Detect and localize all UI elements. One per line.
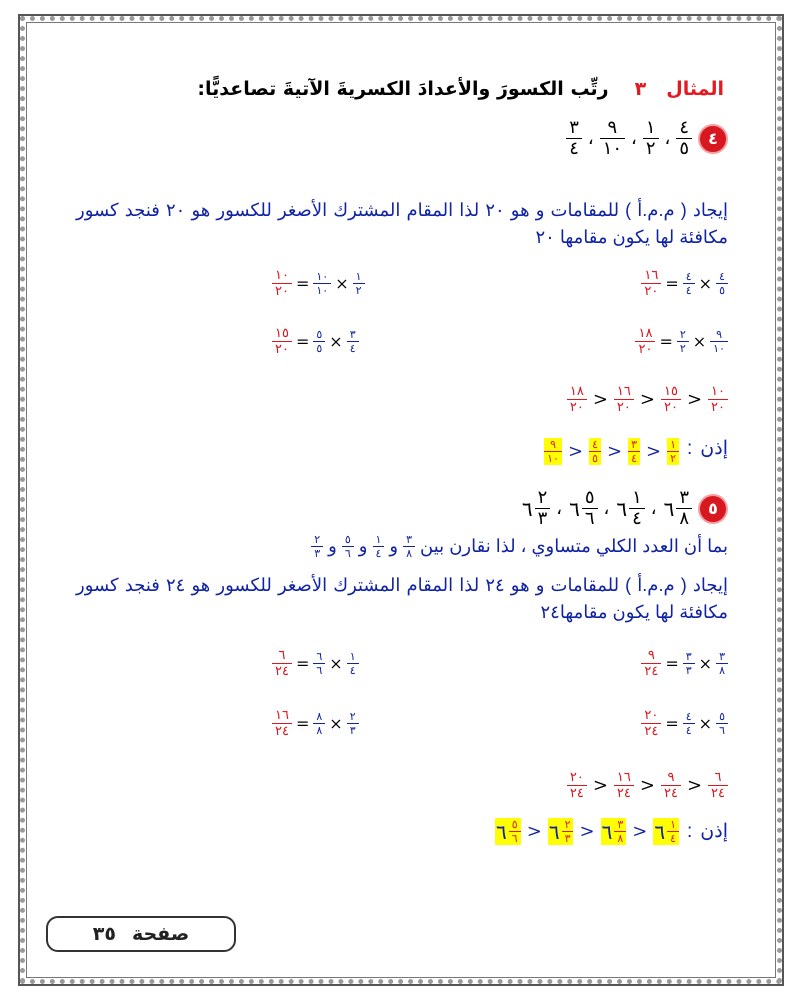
numerator: ٤ <box>685 270 692 283</box>
greater-than-sign: > <box>632 821 648 842</box>
fraction <box>403 533 415 560</box>
q4-compare-chain <box>567 380 728 415</box>
fraction <box>667 438 679 465</box>
q5-equation <box>641 644 728 679</box>
greater-than-sign: > <box>646 441 662 462</box>
inequality-chain <box>544 438 679 465</box>
fraction <box>641 268 661 299</box>
fraction <box>600 118 625 159</box>
denominator: ٢ <box>670 452 677 465</box>
fraction <box>535 488 551 529</box>
fraction <box>272 326 292 357</box>
denominator: ٢٠ <box>644 284 659 299</box>
times-sign: × <box>698 714 713 733</box>
times-sign: × <box>329 654 343 673</box>
numerator: ٥ <box>344 533 351 546</box>
q4-list <box>566 118 728 159</box>
q4-colon: : <box>687 437 693 459</box>
denominator: ٨ <box>719 664 725 677</box>
q5-therefore-label: إذن <box>700 821 728 842</box>
fraction <box>567 770 587 801</box>
comma-separator: ، <box>650 498 657 519</box>
equation-body <box>272 268 365 299</box>
numerator: ٩ <box>647 648 655 663</box>
fraction <box>676 118 692 159</box>
fraction <box>710 328 728 355</box>
q4-result-chain <box>544 432 679 465</box>
denominator: ٢٠ <box>569 400 584 415</box>
fraction <box>347 710 359 737</box>
equals-sign: = <box>659 332 673 351</box>
q5-mixed-list <box>521 488 692 529</box>
fraction <box>272 708 292 739</box>
page-word: صفحة <box>131 923 190 945</box>
numerator: ١٥ <box>663 384 678 399</box>
example-title <box>197 78 724 100</box>
numerator: ٩ <box>550 438 557 451</box>
denominator: ٤ <box>670 832 677 845</box>
numerator: ١٠ <box>316 270 329 283</box>
numerator: ٣ <box>406 533 413 546</box>
denominator: ١٠ <box>602 138 623 159</box>
fraction <box>272 648 292 679</box>
denominator: ٦ <box>584 508 595 529</box>
numerator: ٩ <box>716 328 723 341</box>
equals-sign: = <box>295 654 310 673</box>
denominator: ٤ <box>685 284 692 297</box>
q5-compare-chain <box>567 766 728 801</box>
denominator: ٢٠ <box>616 400 631 415</box>
equation-body <box>641 268 728 299</box>
mixed-number <box>495 818 521 845</box>
numerator: ٣ <box>679 487 689 508</box>
q4-result-row <box>544 432 728 465</box>
numerator: ٢ <box>564 818 571 831</box>
greater-than-sign: > <box>567 441 584 462</box>
denominator: ٦ <box>511 832 518 845</box>
q4-fraction-list <box>566 118 692 159</box>
numerator: ٤ <box>685 710 692 723</box>
mixed-number <box>663 488 692 529</box>
fraction <box>347 650 359 677</box>
comma-separator: ، <box>664 128 671 149</box>
fraction <box>313 270 331 297</box>
and-word: و <box>389 536 399 556</box>
fraction <box>641 708 661 739</box>
mixed-number <box>521 488 550 529</box>
numerator: ١٨ <box>569 384 584 399</box>
denominator: ٢٠ <box>711 400 725 415</box>
whole-part: ٦ <box>654 819 666 844</box>
fraction <box>629 488 645 529</box>
denominator: ٥ <box>592 452 598 465</box>
times-sign: × <box>329 332 343 351</box>
page-number-tag <box>46 916 236 952</box>
denominator: ٤ <box>569 138 579 159</box>
comma-separator: ، <box>603 498 610 519</box>
denominator: ٤ <box>349 342 356 355</box>
fraction <box>342 533 354 560</box>
numerator: ١ <box>670 438 677 451</box>
fraction <box>311 533 323 560</box>
fraction <box>614 818 626 845</box>
example-label: المثال <box>666 78 724 100</box>
denominator: ٢٠ <box>663 400 678 415</box>
denominator: ١٠ <box>316 284 329 297</box>
q4-equation <box>641 264 728 299</box>
fraction <box>628 438 640 465</box>
denominator: ٣ <box>314 547 321 560</box>
fraction <box>683 650 695 677</box>
denominator: ٨ <box>406 547 413 560</box>
equals-sign: = <box>665 274 679 293</box>
denominator: ٢٤ <box>663 786 678 801</box>
denominator: ٤ <box>632 508 642 529</box>
fraction <box>661 384 681 415</box>
fraction <box>313 328 325 355</box>
greater-than-sign: > <box>592 389 608 410</box>
fraction <box>347 328 359 355</box>
denominator: ٤ <box>631 452 637 465</box>
q5-equation <box>272 704 359 739</box>
times-sign: × <box>329 714 343 733</box>
numerator: ١٥ <box>275 326 289 341</box>
q5-result-row <box>495 818 728 845</box>
fraction <box>708 770 728 801</box>
denominator: ٢٠ <box>275 284 289 299</box>
mixed-number <box>548 818 574 845</box>
denominator: ١٠ <box>713 342 725 355</box>
comma-separator: ، <box>587 128 594 149</box>
greater-than-sign: > <box>526 821 542 842</box>
denominator: ٢ <box>355 284 362 297</box>
greater-than-sign: > <box>592 775 608 796</box>
numerator: ٣ <box>631 438 637 451</box>
fraction <box>661 770 681 801</box>
example-number: ٣ <box>634 78 647 100</box>
denominator: ٤ <box>375 547 382 560</box>
numerator: ٥ <box>511 818 518 831</box>
fraction <box>683 270 695 297</box>
numerator: ٥ <box>719 710 725 723</box>
fraction <box>272 268 292 299</box>
fraction <box>544 438 562 465</box>
fraction <box>676 488 692 529</box>
denominator: ٢٠ <box>275 342 289 357</box>
q5-colon: : <box>687 820 693 842</box>
equation-body <box>272 648 359 679</box>
q5-compare-fractions <box>311 533 415 560</box>
greater-than-sign: > <box>606 441 623 462</box>
fraction <box>614 770 634 801</box>
numerator: ٦ <box>714 770 722 785</box>
equals-sign: = <box>665 654 679 673</box>
fraction <box>567 384 587 415</box>
denominator: ٦ <box>719 724 725 737</box>
fraction <box>708 384 728 415</box>
numerator: ١ <box>375 533 382 546</box>
fraction <box>716 650 728 677</box>
fraction <box>562 818 574 845</box>
numerator: ٨ <box>316 710 323 723</box>
page-number: ٣٥ <box>92 923 116 945</box>
q5-badge: ٥ <box>698 494 728 524</box>
numerator: ١ <box>670 818 677 831</box>
denominator: ٨ <box>679 508 689 529</box>
equation-body <box>641 708 728 739</box>
numerator: ٤ <box>679 117 689 138</box>
numerator: ١٨ <box>638 326 653 341</box>
denominator: ٣ <box>685 664 692 677</box>
greater-than-sign: > <box>579 821 595 842</box>
numerator: ١ <box>645 117 656 138</box>
fraction <box>509 818 521 845</box>
fraction <box>313 650 325 677</box>
numerator: ١٠ <box>711 384 725 399</box>
inequality-chain <box>567 770 728 801</box>
equals-sign: = <box>295 274 310 293</box>
comma-separator: ، <box>631 128 637 149</box>
q5-list <box>521 488 728 529</box>
denominator: ٤ <box>349 664 356 677</box>
denominator: ٢٤ <box>275 664 289 679</box>
numerator: ٥ <box>584 487 595 508</box>
and-word: و <box>358 536 368 556</box>
numerator: ١٦ <box>616 770 631 785</box>
equals-sign: = <box>665 714 679 733</box>
numerator: ٩ <box>667 770 675 785</box>
numerator: ١٦ <box>644 268 659 283</box>
times-sign: × <box>698 274 713 293</box>
numerator: ٢ <box>679 328 686 341</box>
greater-than-sign: > <box>686 775 703 796</box>
fraction <box>667 818 679 845</box>
fraction <box>353 270 365 297</box>
numerator: ٦ <box>278 648 286 663</box>
fraction <box>589 438 601 465</box>
fraction <box>635 326 655 357</box>
q5-equation <box>641 704 728 739</box>
numerator: ٥ <box>316 328 323 341</box>
denominator: ٣ <box>564 832 571 845</box>
numerator: ١٦ <box>275 708 289 723</box>
q4-equation <box>635 322 728 357</box>
numerator: ٣ <box>569 117 579 138</box>
q4-explanation: إيجاد ( م.م.أ ) للمقامات و هو ٢٠ لذا المقام المشترك الأصغر للكسور هو ٢٠ فنجد كسور مكافئة لها يكون مقامها ٢٠ <box>76 200 728 247</box>
fraction <box>716 710 728 737</box>
numerator: ٣ <box>349 328 356 341</box>
denominator: ٢٤ <box>644 664 659 679</box>
whole-part: ٦ <box>496 819 507 844</box>
numerator: ٢ <box>537 487 548 508</box>
whole-part: ٦ <box>548 819 560 844</box>
denominator: ٢٤ <box>275 724 289 739</box>
numerator: ١٦ <box>616 384 631 399</box>
equals-sign: = <box>295 332 310 351</box>
fraction <box>313 710 325 737</box>
times-sign: × <box>692 332 707 351</box>
denominator: ٨ <box>316 724 323 737</box>
denominator: ٥ <box>679 138 689 159</box>
numerator: ٩ <box>607 117 618 138</box>
equation-body <box>635 326 728 357</box>
numerator: ٢٠ <box>644 708 659 723</box>
q5-explanation: إيجاد ( م.م.أ ) للمقامات و هو ٢٤ لذا المقام المشترك الأصغر للكسور هو ٢٤ فنجد كسور مكافئة لها يكون مقامها٢٤ <box>76 575 728 622</box>
mixed-number <box>568 488 597 529</box>
greater-than-sign: > <box>686 389 703 410</box>
whole-part: ٦ <box>616 496 628 521</box>
numerator: ١ <box>632 487 642 508</box>
numerator: ١٠ <box>275 268 289 283</box>
mixed-number <box>601 818 627 845</box>
greater-than-sign: > <box>639 389 655 410</box>
times-sign: × <box>335 274 349 293</box>
numerator: ٤ <box>719 270 725 283</box>
numerator: ٣ <box>685 650 692 663</box>
q4-equation <box>272 322 359 357</box>
denominator: ٦ <box>344 547 351 560</box>
numerator: ٣ <box>617 818 624 831</box>
denominator: ٢٤ <box>644 724 659 739</box>
numerator: ١ <box>355 270 362 283</box>
comma-separator: ، <box>556 498 563 519</box>
denominator: ٥ <box>719 284 725 297</box>
fraction <box>683 710 695 737</box>
numerator: ٢ <box>349 710 356 723</box>
fraction <box>677 328 689 355</box>
numerator: ٤ <box>592 438 598 451</box>
denominator: ٨ <box>617 832 624 845</box>
q5-equation <box>272 644 359 679</box>
whole-part: ٦ <box>601 819 613 844</box>
whole-part: ٦ <box>521 496 533 521</box>
denominator: ٥ <box>316 342 323 355</box>
denominator: ٣ <box>537 508 548 529</box>
mixed-number <box>653 818 679 845</box>
fraction <box>641 648 661 679</box>
denominator: ٢٠ <box>638 342 653 357</box>
times-sign: × <box>698 654 713 673</box>
fraction <box>614 384 634 415</box>
equals-sign: = <box>295 714 310 733</box>
q5-compare-text: بما أن العدد الكلي متساوي ، لذا نقارن بين <box>420 536 728 556</box>
fraction <box>373 533 385 560</box>
inequality-chain <box>495 818 679 845</box>
equation-body <box>641 648 728 679</box>
numerator: ٦ <box>316 650 323 663</box>
denominator: ٢٤ <box>569 786 584 801</box>
numerator: ٢٠ <box>569 770 584 785</box>
fraction <box>643 118 659 159</box>
example-instruction: رتِّب الكسورَ والأعدادَ الكسريةَ الآتيةَ تصاعديًّا: <box>197 78 609 100</box>
q4-badge: ٤ <box>698 124 728 154</box>
mixed-number <box>615 488 644 529</box>
q4-therefore-label: إذن <box>700 438 728 459</box>
denominator: ٢ <box>679 342 686 355</box>
q4-equation <box>272 264 365 299</box>
denominator: ٢ <box>645 138 656 159</box>
greater-than-sign: > <box>639 775 655 796</box>
denominator: ٦ <box>316 664 323 677</box>
fraction <box>566 118 582 159</box>
inequality-chain <box>567 384 728 415</box>
denominator: ١٠ <box>547 452 559 465</box>
denominator: ٢٤ <box>711 786 725 801</box>
denominator: ٤ <box>685 724 692 737</box>
fraction <box>716 270 728 297</box>
numerator: ٣ <box>719 650 725 663</box>
fraction <box>582 488 598 529</box>
numerator: ٢ <box>314 533 321 546</box>
denominator: ٣ <box>349 724 356 737</box>
whole-part: ٦ <box>663 496 675 521</box>
numerator: ١ <box>349 650 356 663</box>
q5-result-chain <box>495 818 679 845</box>
denominator: ٢٤ <box>616 786 631 801</box>
whole-part: ٦ <box>569 496 580 521</box>
and-word: و <box>328 536 337 556</box>
q5-compare-sentence <box>311 533 728 560</box>
equation-body <box>272 326 359 357</box>
equation-body <box>272 708 359 739</box>
